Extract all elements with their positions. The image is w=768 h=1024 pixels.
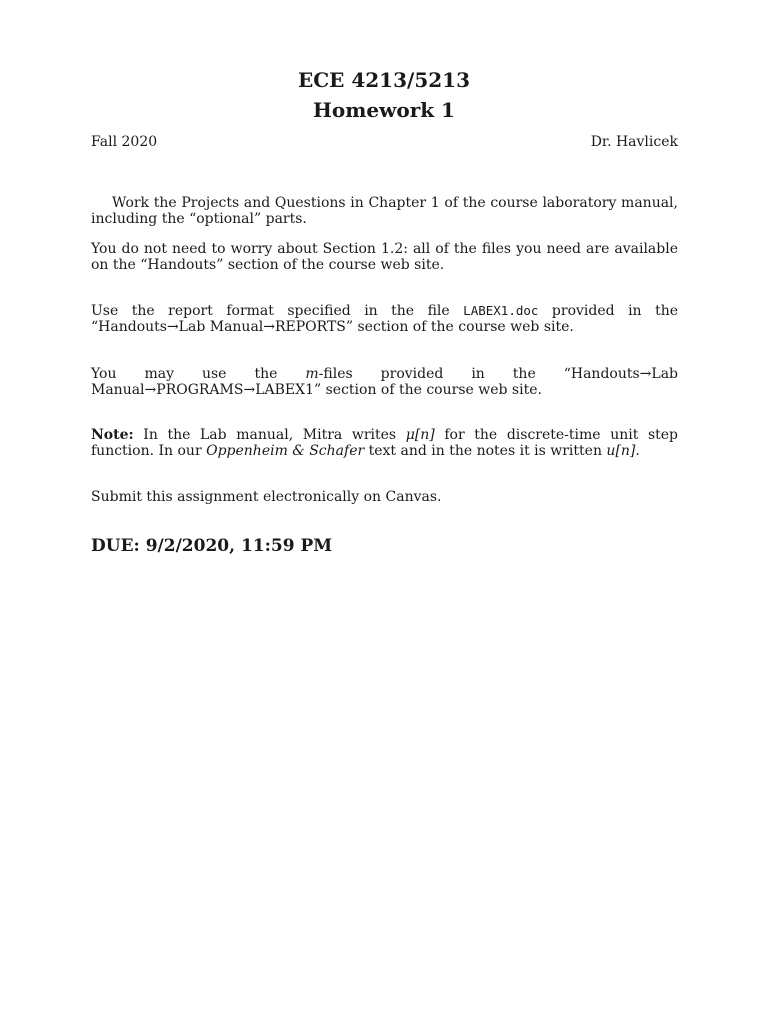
p5-text-b: for the discrete-time unit step function. In our (91, 427, 678, 459)
assignment-title: Homework 1 (313, 98, 455, 122)
u-notation: u[n] (606, 443, 636, 459)
m-italic: m (305, 366, 319, 382)
paragraph-m-files (91, 366, 678, 398)
p4-text-before: You may use the (91, 366, 306, 382)
p5-text-c: text and in the notes it is written (364, 443, 607, 459)
p5-text-a: In the Lab manual, Mitra writes (133, 427, 406, 443)
p3-text-after: provided in the “Handouts→Lab Manual→REPORTS” section of the course web site. (91, 303, 678, 335)
instructor-label: Dr. Havlicek (590, 134, 678, 150)
paragraph-instructions: Work the Projects and Questions in Chapter 1 of the course laboratory manual, including the “optional” parts. (91, 195, 678, 227)
p5-text-d: . (635, 443, 640, 459)
p3-text-before: Use the report format specified in the file (91, 303, 464, 319)
paragraph-note (91, 427, 678, 459)
due-date: DUE: 9/2/2020, 11:59 PM (91, 536, 333, 556)
textbook-title: Oppenheim & Schafer (206, 443, 365, 459)
mu-notation: μ[n] (405, 427, 435, 443)
note-label: Note: (91, 427, 134, 443)
course-title: ECE 4213/5213 (297, 68, 470, 92)
paragraph-submit: Submit this assignment electronically on Canvas. (91, 489, 442, 505)
term-label: Fall 2020 (91, 134, 158, 150)
paragraph-section-note: You do not need to worry about Section 1.2: all of the files you need are available on the “Handouts” section of the course web site. (91, 241, 678, 273)
p4-text-after: -files provided in the “Handouts→Lab Manual→PROGRAMS→LABEX1” section of the course web site. (91, 366, 679, 398)
file-name: LABEX1.doc (463, 303, 539, 318)
paragraph-report-format (91, 303, 678, 335)
